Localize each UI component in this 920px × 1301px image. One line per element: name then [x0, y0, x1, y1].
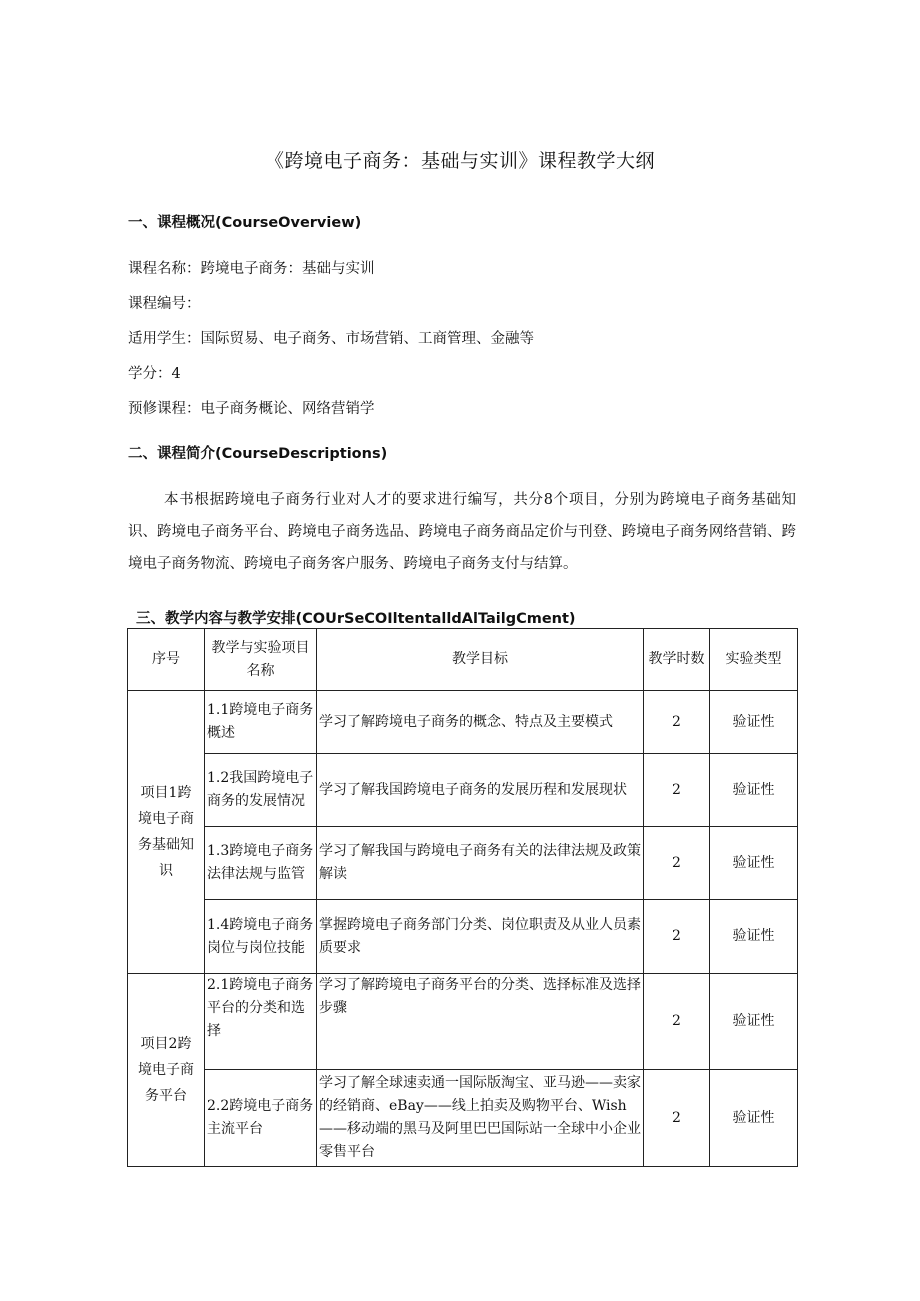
table-row — [128, 974, 798, 1070]
goal-cell: 学习了解我国与跨境电子商务有关的法律法规及政策解读 — [317, 827, 644, 900]
hours-cell: 2 — [644, 974, 710, 1070]
goal-cell: 学习了解我国跨境电子商务的发展历程和发展现状 — [317, 754, 644, 827]
goal-cell: 掌握跨境电子商务部门分类、岗位职责及从业人员素质要求 — [317, 900, 644, 974]
hours-cell: 2 — [644, 691, 710, 754]
type-cell: 验证性 — [710, 900, 798, 974]
type-cell: 验证性 — [710, 1070, 798, 1167]
project-cell: 项目2跨境电子商务平台 — [128, 974, 205, 1167]
hours-cell: 2 — [644, 1070, 710, 1167]
type-cell: 验证性 — [710, 754, 798, 827]
type-cell: 验证性 — [710, 691, 798, 754]
item-name-cell: 1.4跨境电子商务岗位与岗位技能 — [205, 900, 317, 974]
table-header-row — [128, 629, 798, 691]
header-experiment-type: 实验类型 — [710, 629, 798, 691]
table-row — [128, 827, 798, 900]
field-prerequisites: 预修课程：电子商务概论、网络营销学 — [128, 401, 375, 417]
item-name-cell: 1.2我国跨境电子商务的发展情况 — [205, 754, 317, 827]
header-item-name: 教学与实验项目名称 — [205, 629, 317, 691]
field-credits: 学分：4 — [128, 366, 181, 382]
type-cell: 验证性 — [710, 974, 798, 1070]
item-name-cell: 2.2跨境电子商务主流平台 — [205, 1070, 317, 1167]
table-row — [128, 691, 798, 754]
table-row — [128, 900, 798, 974]
goal-cell: 学习了解跨境电子商务平台的分类、选择标准及选择步骤 — [317, 974, 644, 1070]
table-row — [128, 754, 798, 827]
type-cell: 验证性 — [710, 827, 798, 900]
field-target-students: 适用学生：国际贸易、电子商务、市场营销、工商管理、金融等 — [128, 331, 534, 347]
header-seq: 序号 — [128, 629, 205, 691]
hours-cell: 2 — [644, 754, 710, 827]
header-hours: 教学时数 — [644, 629, 710, 691]
section-heading-overview: 一、课程概况(CourseOverview) — [128, 215, 362, 231]
item-name-cell: 1.1跨境电子商务概述 — [205, 691, 317, 754]
document-title: 《跨境电子商务：基础与实训》课程教学大纲 — [264, 150, 655, 172]
table-row — [128, 1070, 798, 1167]
item-name-cell: 2.1跨境电子商务平台的分类和选择 — [205, 974, 317, 1070]
hours-cell: 2 — [644, 827, 710, 900]
hours-cell: 2 — [644, 900, 710, 974]
section-heading-description: 二、课程简介(CourseDescriptions) — [128, 446, 388, 462]
goal-cell: 学习了解跨境电子商务的概念、特点及主要模式 — [317, 691, 644, 754]
field-course-code: 课程编号： — [128, 296, 201, 312]
goal-cell: 学习了解全球速卖通一国际版淘宝、亚马逊——卖家的经销商、eBay——线上拍卖及购物平台、Wish——移动端的黑马及阿里巴巴国际站一全球中小企业零售平台 — [317, 1070, 644, 1167]
course-description-paragraph: 本书根据跨境电子商务行业对人才的要求进行编写，共分8个项目，分别为跨境电子商务基础知识、跨境电子商务平台、跨境电子商务选品、跨境电子商务商品定价与刊登、跨境电子商务网络营销、跨境电子商务物流、跨境电子商务客户服务、跨境电子商务支付与结算。 — [128, 492, 796, 572]
header-teaching-goal: 教学目标 — [317, 629, 644, 691]
section-heading-arrangement: 三、教学内容与教学安排(COUrSeCOIltentalldAlTailgCment) — [136, 611, 576, 627]
item-name-cell: 1.3跨境电子商务法律法规与监管 — [205, 827, 317, 900]
project-cell: 项目1跨境电子商务基础知识 — [128, 691, 205, 974]
syllabus-table — [127, 628, 798, 1167]
field-course-name: 课程名称：跨境电子商务：基础与实训 — [128, 261, 375, 277]
